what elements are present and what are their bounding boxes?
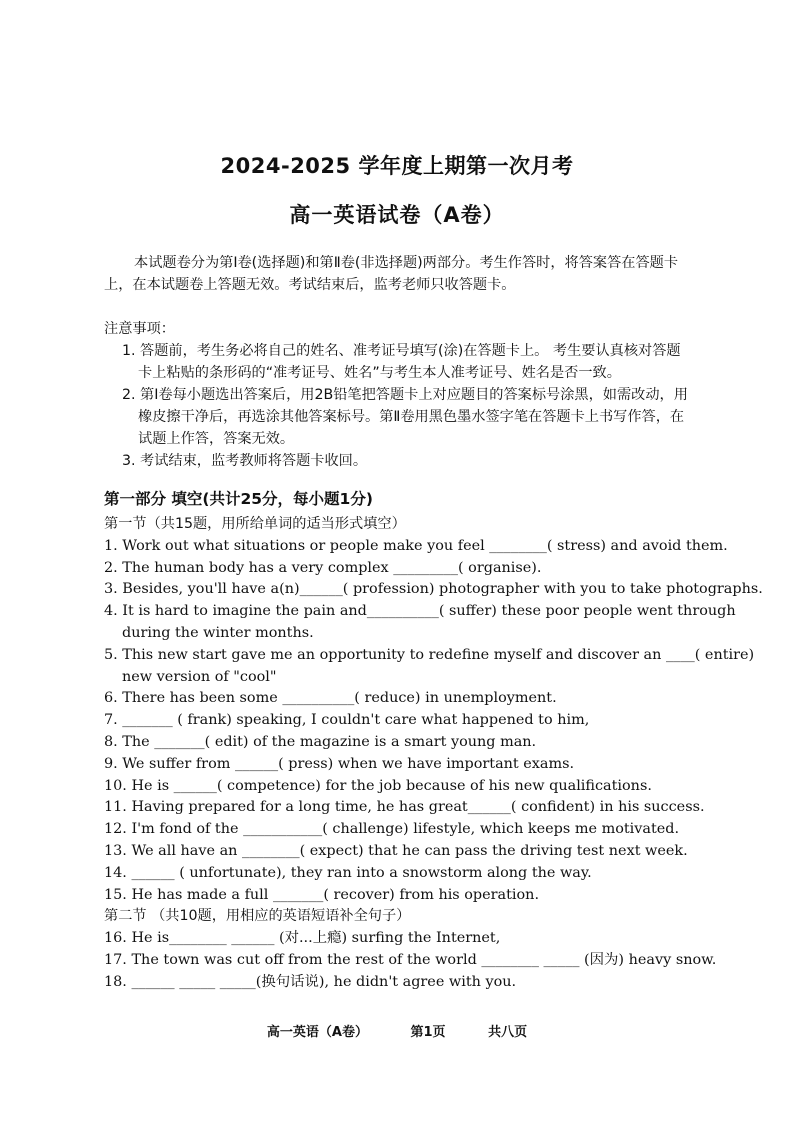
- question-item: 8. The _______( edit) of the magazine is a smart young man.: [104, 733, 537, 750]
- question-item: 12. I'm fond of the ___________( challenge) lifestyle, which keeps me motivated.: [104, 821, 680, 838]
- question-continuation: during the winter months.: [122, 624, 314, 641]
- notes-label: 注意事项：: [104, 321, 175, 337]
- section1-heading: 第一节（共15题，用所给单词的适当形式填空）: [104, 516, 406, 532]
- notes-block: [104, 318, 694, 472]
- intro-block: [104, 252, 694, 296]
- question-item: 10. He is ______( competence) for the job because of his new qualifications.: [104, 777, 652, 794]
- question-continuation: new version of "cool": [122, 668, 277, 685]
- question-item: 17. The town was cut off from the rest of the world ________ _____ (因为) heavy snow.: [104, 951, 717, 968]
- question-item: 13. We all have an ________( expect) that he can pass the driving test next week.: [104, 842, 688, 859]
- question-item: 2. The human body has a very complex _________( organise).: [104, 559, 542, 576]
- section2-heading: 第二节 （共10题，用相应的英语短语补全句子）: [104, 908, 411, 925]
- question-item: 1. Work out what situations or people make you feel ________( stress) and avoid them.: [104, 537, 728, 554]
- part1-heading: 第一部分 填空(共计25分，每小题1分): [104, 490, 373, 508]
- question-item: 16. He is________ ______ (对...上瘾) surfing the Internet,: [104, 930, 501, 947]
- page-footer: [0, 1021, 794, 1040]
- question-item: 9. We suffer from ______( press) when we have important exams.: [104, 755, 575, 772]
- question-item: 18. ______ _____ _____(换句话说), he didn't agree with you.: [104, 973, 517, 990]
- question-item: 3. Besides, you'll have a(n)______( profession) photographer with you to take photographs.: [104, 581, 763, 598]
- footer-subject: 高一英语（A卷）: [266, 1025, 368, 1040]
- question-item: 11. Having prepared for a long time, he has great______( confident) in his success.: [104, 799, 705, 816]
- intro-paragraph: 本试题卷分为第Ⅰ卷(选择题)和第Ⅱ卷(非选择题)两部分。考生作答时，将答案答在答题卡上，在本试题卷上答题无效。考试结束后，监考老师只收答题卡。: [104, 255, 679, 293]
- notes-list: [104, 340, 694, 472]
- footer-page-number: 第1页: [410, 1025, 446, 1040]
- question-item: 7. _______ ( frank) speaking, I couldn't care what happened to him,: [104, 712, 590, 729]
- question-list: [104, 514, 763, 994]
- footer-total-pages: 共八页: [488, 1025, 528, 1040]
- question-item: 6. There has been some __________( reduce) in unemployment.: [104, 690, 557, 707]
- question-item: 14. ______ ( unfortunate), they ran into a snowstorm along the way.: [104, 864, 592, 881]
- question-item: 15. He has made a full _______( recover) from his operation.: [104, 886, 540, 903]
- exam-title: 2024-2025 学年度上期第一次月考: [220, 154, 574, 178]
- note-item: 3. 考试结束，监考教师将答题卡收回。: [122, 453, 368, 469]
- exam-subtitle: 高一英语试卷（A卷）: [289, 203, 505, 227]
- question-item: 5. This new start gave me an opportunity to redefine myself and discover an ____( entire): [104, 646, 755, 663]
- question-item: 4. It is hard to imagine the pain and__________( suffer) these poor people went through: [104, 603, 736, 620]
- note-item: 1. 答题前，考生务必将自己的姓名、准考证号填写(涂)在答题卡上。 考生要认真核对答题卡上粘贴的条形码的“准考证号、姓名”与考生本人准考证号、姓名是否一致。: [122, 343, 681, 381]
- note-item: 2. 第Ⅰ卷每小题选出答案后，用2B铅笔把答题卡上对应题目的答案标号涂黑，如需改动，用橡皮擦干净后，再选涂其他答案标号。第Ⅱ卷用黑色墨水签字笔在答题卡上书写作答，在试题上作答，答案无效。: [122, 387, 688, 447]
